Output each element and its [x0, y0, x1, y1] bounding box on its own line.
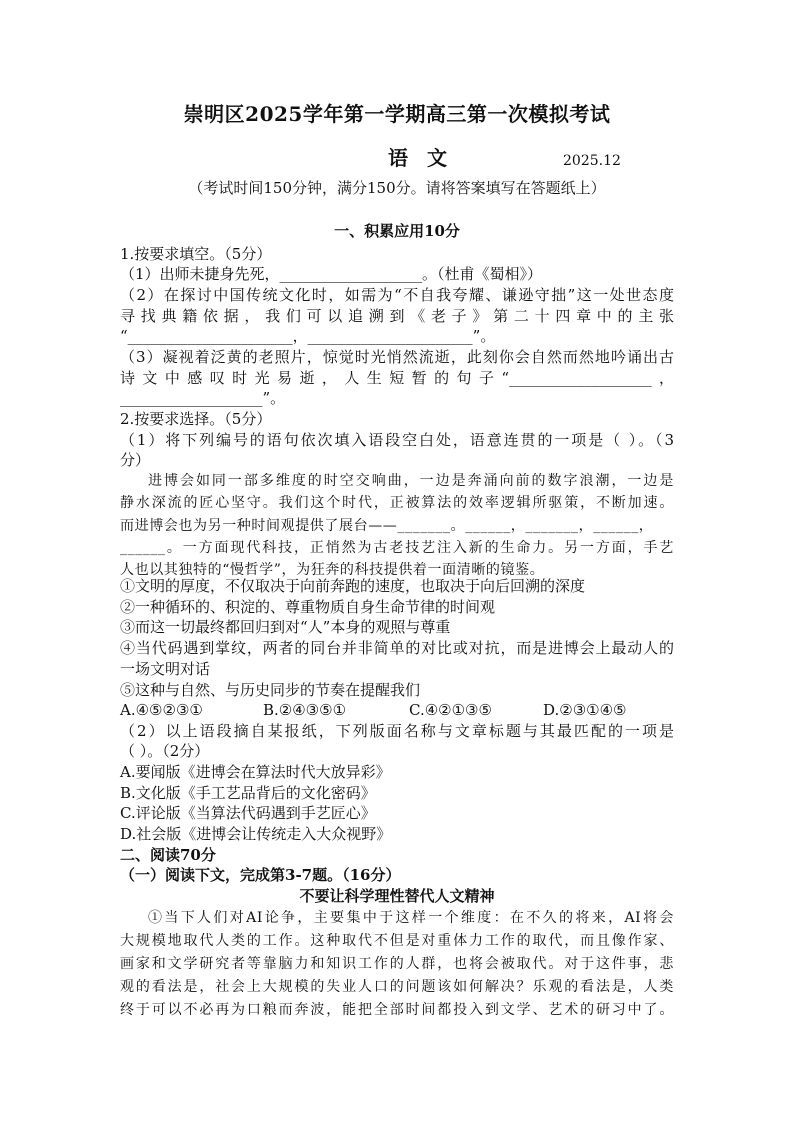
choice-b: B.②④③⑤①	[263, 701, 347, 719]
q2-sub1-line2: 分）	[120, 451, 151, 469]
article-line3: 画家和文学研究者等靠脑力和知识工作的人群，也将会被取代。对于这件事，悲	[120, 956, 674, 972]
article-line2: 大规模地取代人类的工作。这种取代不但是对重体力工作的取代，而且像作家、	[120, 933, 674, 949]
sub2-choice-c: C.评论版《当算法代码遇到手艺匠心》	[120, 804, 376, 822]
option-1: ①文明的厚度，不仅取决于向前奔跑的速度，也取决于向后回溯的深度	[120, 577, 586, 595]
sub2-choice-a: A.要闻版《进博会在算法时代大放异彩》	[120, 763, 391, 781]
q2-sub2-line1: （2）以上语段摘自某报纸，下列版面名称与文章标题与其最匹配的一项是	[120, 722, 674, 740]
q1-item1: （1）出师未捷身先死，___________________。（杜甫《蜀相》）	[120, 265, 543, 283]
q1-item2-line1: （2）在探讨中国传统文化时，如需为“不自我夸耀、谦逊守拙”这一处世态度	[120, 286, 674, 304]
option-3: ③而这一切最终都回归到对“人”本身的观照与尊重	[120, 618, 451, 636]
q1-item3-line1: （3）凝视着泛黄的老照片，惊觉时光悄然流逝，此刻你会自然而然地吟诵出古	[120, 348, 674, 366]
sub2-choice-d: D.社会版《进博会让传统走入大众视野》	[120, 825, 392, 843]
q2-sub1-line1: （1）将下列编号的语句依次填入语段空白处，语意连贯的一项是（ ）。（3	[120, 431, 674, 449]
choice-d: D.②③①④⑤	[543, 701, 627, 719]
passage-line5: 人也以其独特的“慢哲学”，为狂奔的科技提供着一面清晰的镜鉴。	[120, 562, 545, 578]
passage-line4: ______。一方面现代科技，正悄然为古老技艺注入新的生命力。另一方面，手艺	[120, 540, 674, 556]
passage-line1: 进博会如同一部多维度的时空交响曲，一边是奔涌向前的数字浪潮，一边是	[148, 473, 674, 489]
exam-note: （考试时间150分钟，满分150分。请将答案填写在答题纸上）	[188, 179, 606, 197]
option-5: ⑤这种与自然、与历史同步的节奏在提醒我们	[120, 681, 421, 699]
article-line4: 观的看法是，社会上大规模的失业人口的问题该如何解决？乐观的看法是，人类	[120, 979, 674, 995]
article-title: 不要让科学理性替代人文精神	[299, 887, 495, 905]
q2-sub2-line2: （ ）。（2分）	[120, 742, 210, 760]
option-2: ②一种循环的、积淀的、尊重物质自身生命节律的时间观	[120, 598, 496, 616]
q1-stem: 1.按要求填空。（5分）	[120, 245, 272, 263]
article-line5: 终于可以不必再为口粮而奔波，能把全部时间都投入到文学、艺术的研习中了。	[120, 1002, 674, 1018]
section2-heading: 二、阅读70分	[120, 846, 216, 864]
choice-a: A.④⑤②③①	[120, 701, 203, 719]
exam-title: 崇明区2025学年第一学期高三第一次模拟考试	[183, 102, 611, 126]
subject-label: 语 文	[388, 146, 453, 170]
sub2-choice-b: B.文化版《手工艺品背后的文化密码》	[120, 784, 376, 802]
passage-line3: 而进博会也为另一种时间观提供了展台——_______。______，_______，______，	[120, 518, 654, 534]
section2-subheading: （一）阅读下文，完成第3-7题。（16分）	[120, 866, 401, 884]
q1-item3-line2: 诗文中感叹时光易逝，人生短暂的句子“___________________，	[120, 369, 674, 387]
q1-item2-line2: 寻找典籍依据，我们可以追溯到《老子》第二十四章中的主张	[120, 307, 674, 325]
passage-line2: 静水深流的匠心坚守。我们这个时代，正被算法的效率逻辑所驱策，不断加速。	[120, 495, 674, 511]
exam-date: 2025.12	[563, 153, 621, 169]
option-4-line1: ④当代码遇到掌纹，两者的同台并非简单的对比或对抗，而是进博会上最动人的	[120, 639, 674, 657]
q2-stem: 2.按要求选择。（5分）	[120, 410, 272, 428]
choice-c: C.④②①③⑤	[409, 701, 492, 719]
q1-item3-line3: ___________________”。	[120, 389, 286, 407]
q1-item2-line3: “______________________，______________________”。	[120, 327, 496, 345]
section1-heading: 一、积累应用10分	[334, 222, 460, 240]
article-line1: ①当下人们对AI论争，主要集中于这样一个维度：在不久的将来，AI将会	[148, 910, 674, 926]
option-4-line2: 一场文明对话	[120, 660, 211, 678]
